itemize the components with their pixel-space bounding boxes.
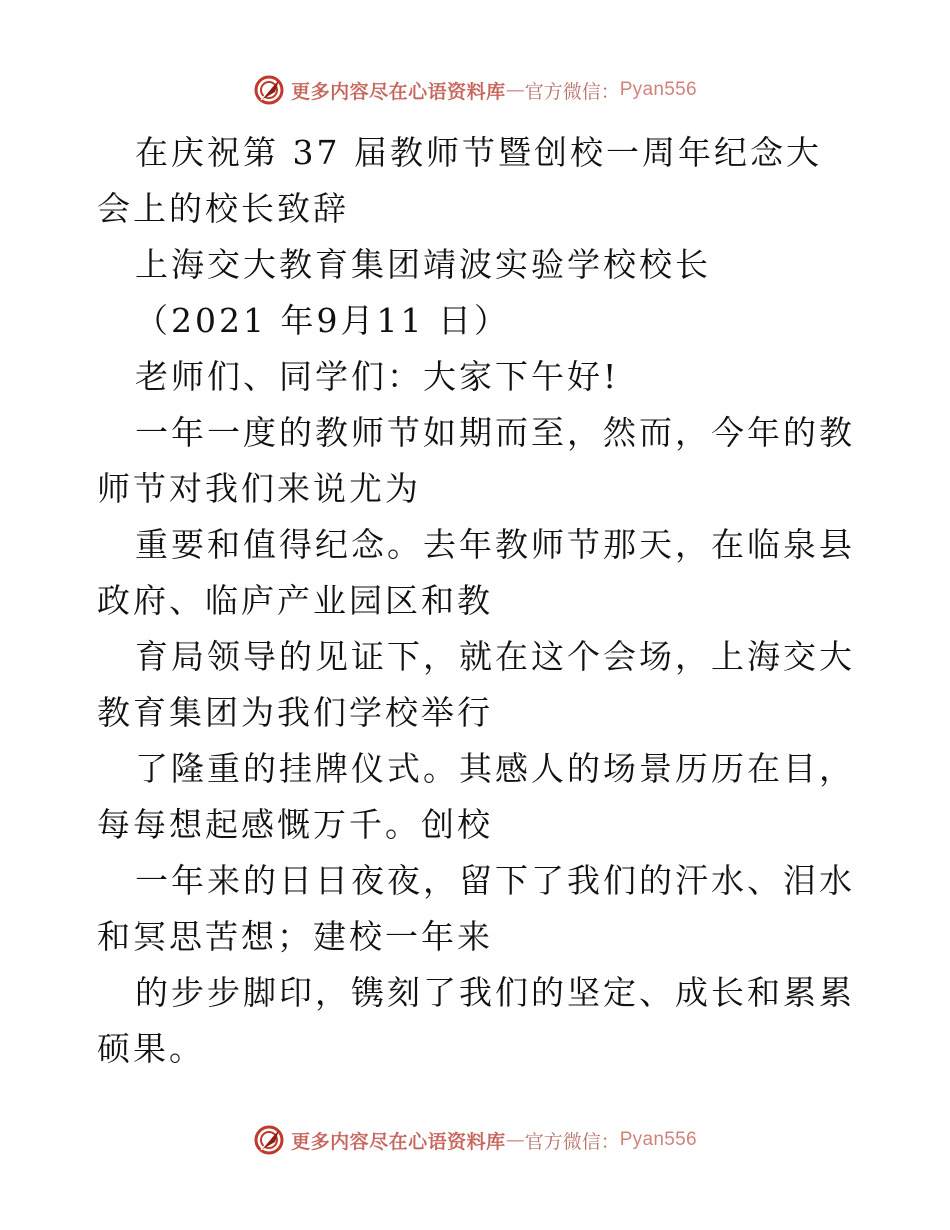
banner-wechat-id: Pyan556 [619, 79, 697, 100]
quill-pen-logo-icon [253, 1124, 285, 1156]
document-body [97, 125, 857, 1077]
banner-official-label: 官方微信： [524, 1130, 620, 1153]
banner-main-text: 更多内容尽在心语资料库 [291, 80, 506, 103]
quill-pen-logo-icon [253, 74, 285, 106]
header-banner [0, 70, 950, 110]
footer-banner [0, 1120, 950, 1160]
banner-main-text: 更多内容尽在心语资料库 [291, 1130, 506, 1153]
banner-wechat-id: Pyan556 [619, 1129, 697, 1150]
banner-separator: — [505, 79, 525, 101]
speaker-affiliation: 上海交大教育集团靖波实验学校校长 [135, 245, 711, 284]
body-paragraph: 的步步脚印，镌刻了我们的坚定、成长和累累硕果。 [97, 973, 855, 1068]
body-paragraph: 育局领导的见证下，就在这个会场，上海交大教育集团为我们学校举行 [97, 637, 855, 732]
body-paragraph: 一年一度的教师节如期而至，然而，今年的教师节对我们来说尤为 [97, 413, 855, 508]
body-paragraph: 了隆重的挂牌仪式。其感人的场景历历在目，每每想起感慨万千。创校 [97, 749, 855, 844]
speech-date: （2021 年9月11 日） [135, 301, 510, 340]
greeting: 老师们、同学们：大家下午好! [135, 357, 620, 396]
speech-title: 在庆祝第 37 届教师节暨创校一周年纪念大会上的校长致辞 [97, 133, 822, 228]
banner-separator: — [505, 1129, 525, 1151]
body-paragraph: 重要和值得纪念。去年教师节那天，在临泉县政府、临庐产业园区和教 [97, 525, 855, 620]
banner-official-label: 官方微信： [524, 80, 620, 103]
body-paragraph: 一年来的日日夜夜，留下了我们的汗水、泪水和冥思苦想；建校一年来 [97, 861, 855, 956]
